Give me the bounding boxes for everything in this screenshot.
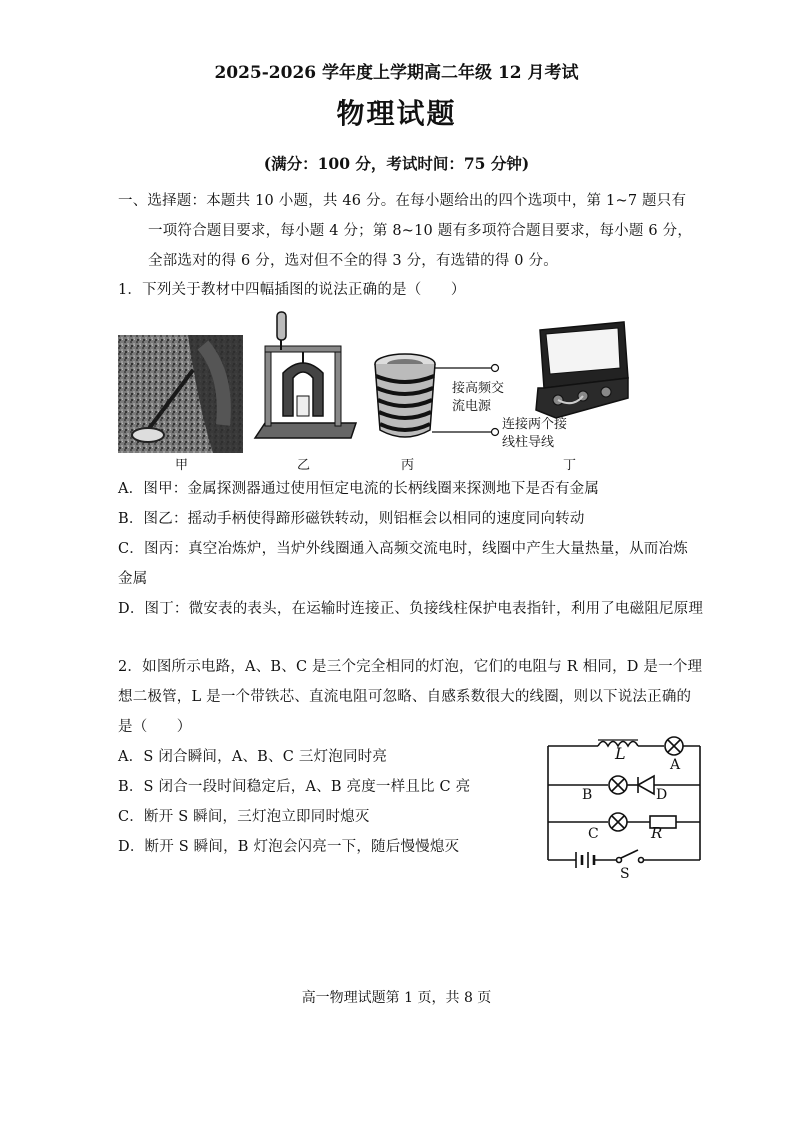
section1-line1: 一、选择题：本题共 10 小题，共 46 分。在每小题给出的四个选项中，第 1~7 题只有 (118, 193, 687, 209)
figure-label-yi: 乙 (297, 458, 311, 473)
figure-label-ding: 丁 (563, 458, 577, 473)
figure-ding-meter (528, 318, 633, 423)
q2-option-b: B．S 闭合一段时间稳定后，A、B 亮度一样且比 C 亮 (118, 779, 471, 795)
q2-option-d: D．断开 S 瞬间，B 灯泡会闪亮一下，随后慢慢熄灭 (118, 839, 460, 855)
subject-title: 物理试题 (336, 97, 457, 130)
ding-note-line1: 连接两个接 (502, 417, 568, 432)
circuit-label-L: L (615, 744, 626, 763)
ding-note-line2: 线柱导线 (502, 435, 555, 450)
circuit-label-B: B (582, 787, 593, 803)
figure-jia-photo (118, 335, 243, 453)
q1-option-c-line2: 金属 (118, 571, 148, 587)
circuit-label-S: S (620, 866, 630, 882)
q1-stem: 1．下列关于教材中四幅插图的说法正确的是（ ） (118, 282, 466, 298)
q2-option-c: C．断开 S 瞬间，三灯泡立即同时熄灭 (118, 809, 370, 825)
q1-option-c-line1: C．图丙：真空冶炼炉，当炉外线圈通入高频交流电时，线圈中产生大量热量，从而冶炼 (118, 541, 688, 557)
score-line: (满分：100 分，考试时间：75 分钟) (263, 154, 530, 173)
q1-option-b: B．图乙：摇动手柄使得蹄形磁铁转动，则铝框会以相同的速度同向转动 (118, 511, 585, 527)
page-footer: 高一物理试题第 1 页，共 8 页 (301, 990, 492, 1006)
circuit-label-C: C (588, 826, 599, 842)
figure-yi-magnet (253, 308, 358, 448)
figure-label-jia: 甲 (175, 458, 189, 473)
q1-option-a: A．图甲：金属探测器通过使用恒定电流的长柄线圈来探测地下是否有金属 (118, 481, 600, 497)
circuit-label-R: R (651, 824, 663, 842)
q2-stem-line3: 是（ ） (118, 719, 192, 735)
bing-note-line1: 接高频交 (452, 381, 505, 396)
circuit-label-D: D (656, 787, 668, 803)
q2-stem-line2: 想二极管，L 是一个带铁芯、直流电阻可忽略、自感系数很大的线圈，则以下说法正确的 (118, 689, 692, 705)
figure-label-bing: 丙 (401, 458, 415, 473)
section1-line2: 一项符合题目要求，每小题 4 分；第 8~10 题有多项符合题目要求，每小题 6 分， (148, 223, 693, 239)
circuit-label-A: A (670, 757, 681, 773)
section1-line3: 全部选对的得 6 分，选对但不全的得 3 分，有选错的得 0 分。 (148, 253, 558, 269)
bing-note-line2: 流电源 (452, 399, 492, 414)
q1-option-d: D．图丁：微安表的表头，在运输时连接正、负接线柱保护电表指针，利用了电磁阻尼原理 (118, 601, 704, 617)
q2-stem-line1: 2．如图所示电路，A、B、C 是三个完全相同的灯泡，它们的电阻与 R 相同，D 是一个理 (118, 659, 703, 675)
exam-title: 2025-2026 学年度上学期高二年级 12 月考试 (214, 63, 579, 83)
q2-option-a: A．S 闭合瞬间，A、B、C 三灯泡同时亮 (118, 749, 388, 765)
